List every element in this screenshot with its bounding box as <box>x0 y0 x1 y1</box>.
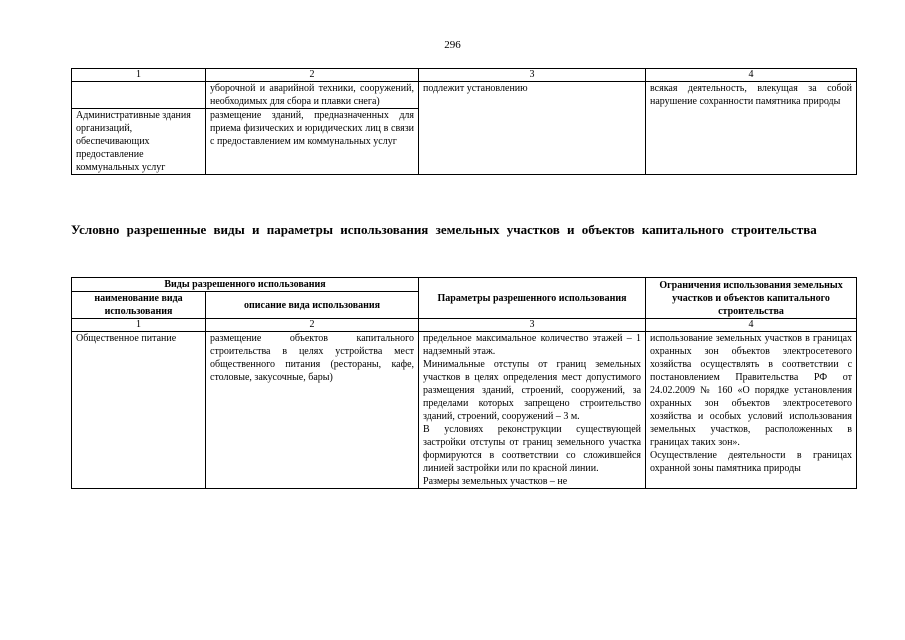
parameters-cell: подлежит установлению <box>419 82 646 175</box>
column-number: 3 <box>419 319 646 332</box>
column-number: 1 <box>72 69 206 82</box>
column-number: 4 <box>646 69 857 82</box>
table-row <box>72 82 857 109</box>
column-number: 4 <box>646 319 857 332</box>
column-number: 2 <box>206 319 419 332</box>
restrictions-cell: всякая деятельность, влекущая за собой нарушение сохранности памятника природы <box>646 82 857 175</box>
column-number-row <box>72 319 857 332</box>
column-number: 1 <box>72 319 206 332</box>
table-row <box>72 332 857 489</box>
use-description-cell: уборочной и аварийной техники, сооружений, необходимых для сбора и плавки снега) <box>206 82 419 109</box>
use-description-header: описание вида использования <box>206 292 419 319</box>
restrictions-header: Ограничения использования земельных участков и объектов капитального строительства <box>646 278 857 319</box>
table-header-row <box>72 278 857 292</box>
parameter-paragraph: Размеры земельных участков – не <box>423 476 568 487</box>
conditional-uses-table <box>71 277 857 489</box>
group-header: Виды разрешенного использования <box>72 278 419 292</box>
use-name-header: наименование вида использования <box>72 292 206 319</box>
restriction-paragraph: Осуществление деятельности в границах охранной зоны памятника природы <box>650 450 853 474</box>
use-name-cell: Общественное питание <box>72 332 206 489</box>
permitted-uses-table-continued <box>71 68 857 175</box>
column-number: 2 <box>206 69 419 82</box>
column-number-row <box>72 69 857 82</box>
page-number: 296 <box>444 39 461 51</box>
column-number: 3 <box>419 69 646 82</box>
use-name-cell: Административные здания организаций, обеспечивающих предоставление коммунальных услуг <box>72 109 206 175</box>
table-cell <box>72 82 206 109</box>
parameter-paragraph: Минимальные отступы от границ земельных участков в целях определения мест допустимого размещения зданий, строений, сооружений, за пределами которых запрещено строительство зданий, строений, сооружений – 3 м. <box>423 359 642 422</box>
parameter-paragraph: предельное максимальное количество этажей – 1 надземный этаж. <box>423 333 642 357</box>
parameters-header: Параметры разрешенного использования <box>419 278 646 319</box>
use-description-cell: размещение зданий, предназначенных для приема физических и юридических лиц в связи с предоставлением им коммунальных услуг <box>206 109 419 175</box>
use-description-cell: размещение объектов капитального строительства в целях устройства мест общественного питания (рестораны, кафе, столовые, закусочные, бары) <box>206 332 419 489</box>
restrictions-cell <box>646 332 857 489</box>
section-heading: Условно разрешенные виды и параметры использования земельных участков и объектов капитального строительства <box>71 222 817 237</box>
parameters-cell <box>419 332 646 489</box>
restriction-paragraph: использование земельных участков в границах охранных зон объектов электросетевого хозяйства осуществлять в соответствии с постановлением Правительства РФ от 24.02.2009 № 160 «О порядке установления охранных зон объектов электросетевого хозяйства и особых условий использования земельных участков, расположенных в границах таких зон». <box>650 333 853 448</box>
parameter-paragraph: В условиях реконструкции существующей застройки отступы от границ земельного участка формируются в соответствии со сложившейся линией застройки или по красной линии. <box>423 424 642 474</box>
